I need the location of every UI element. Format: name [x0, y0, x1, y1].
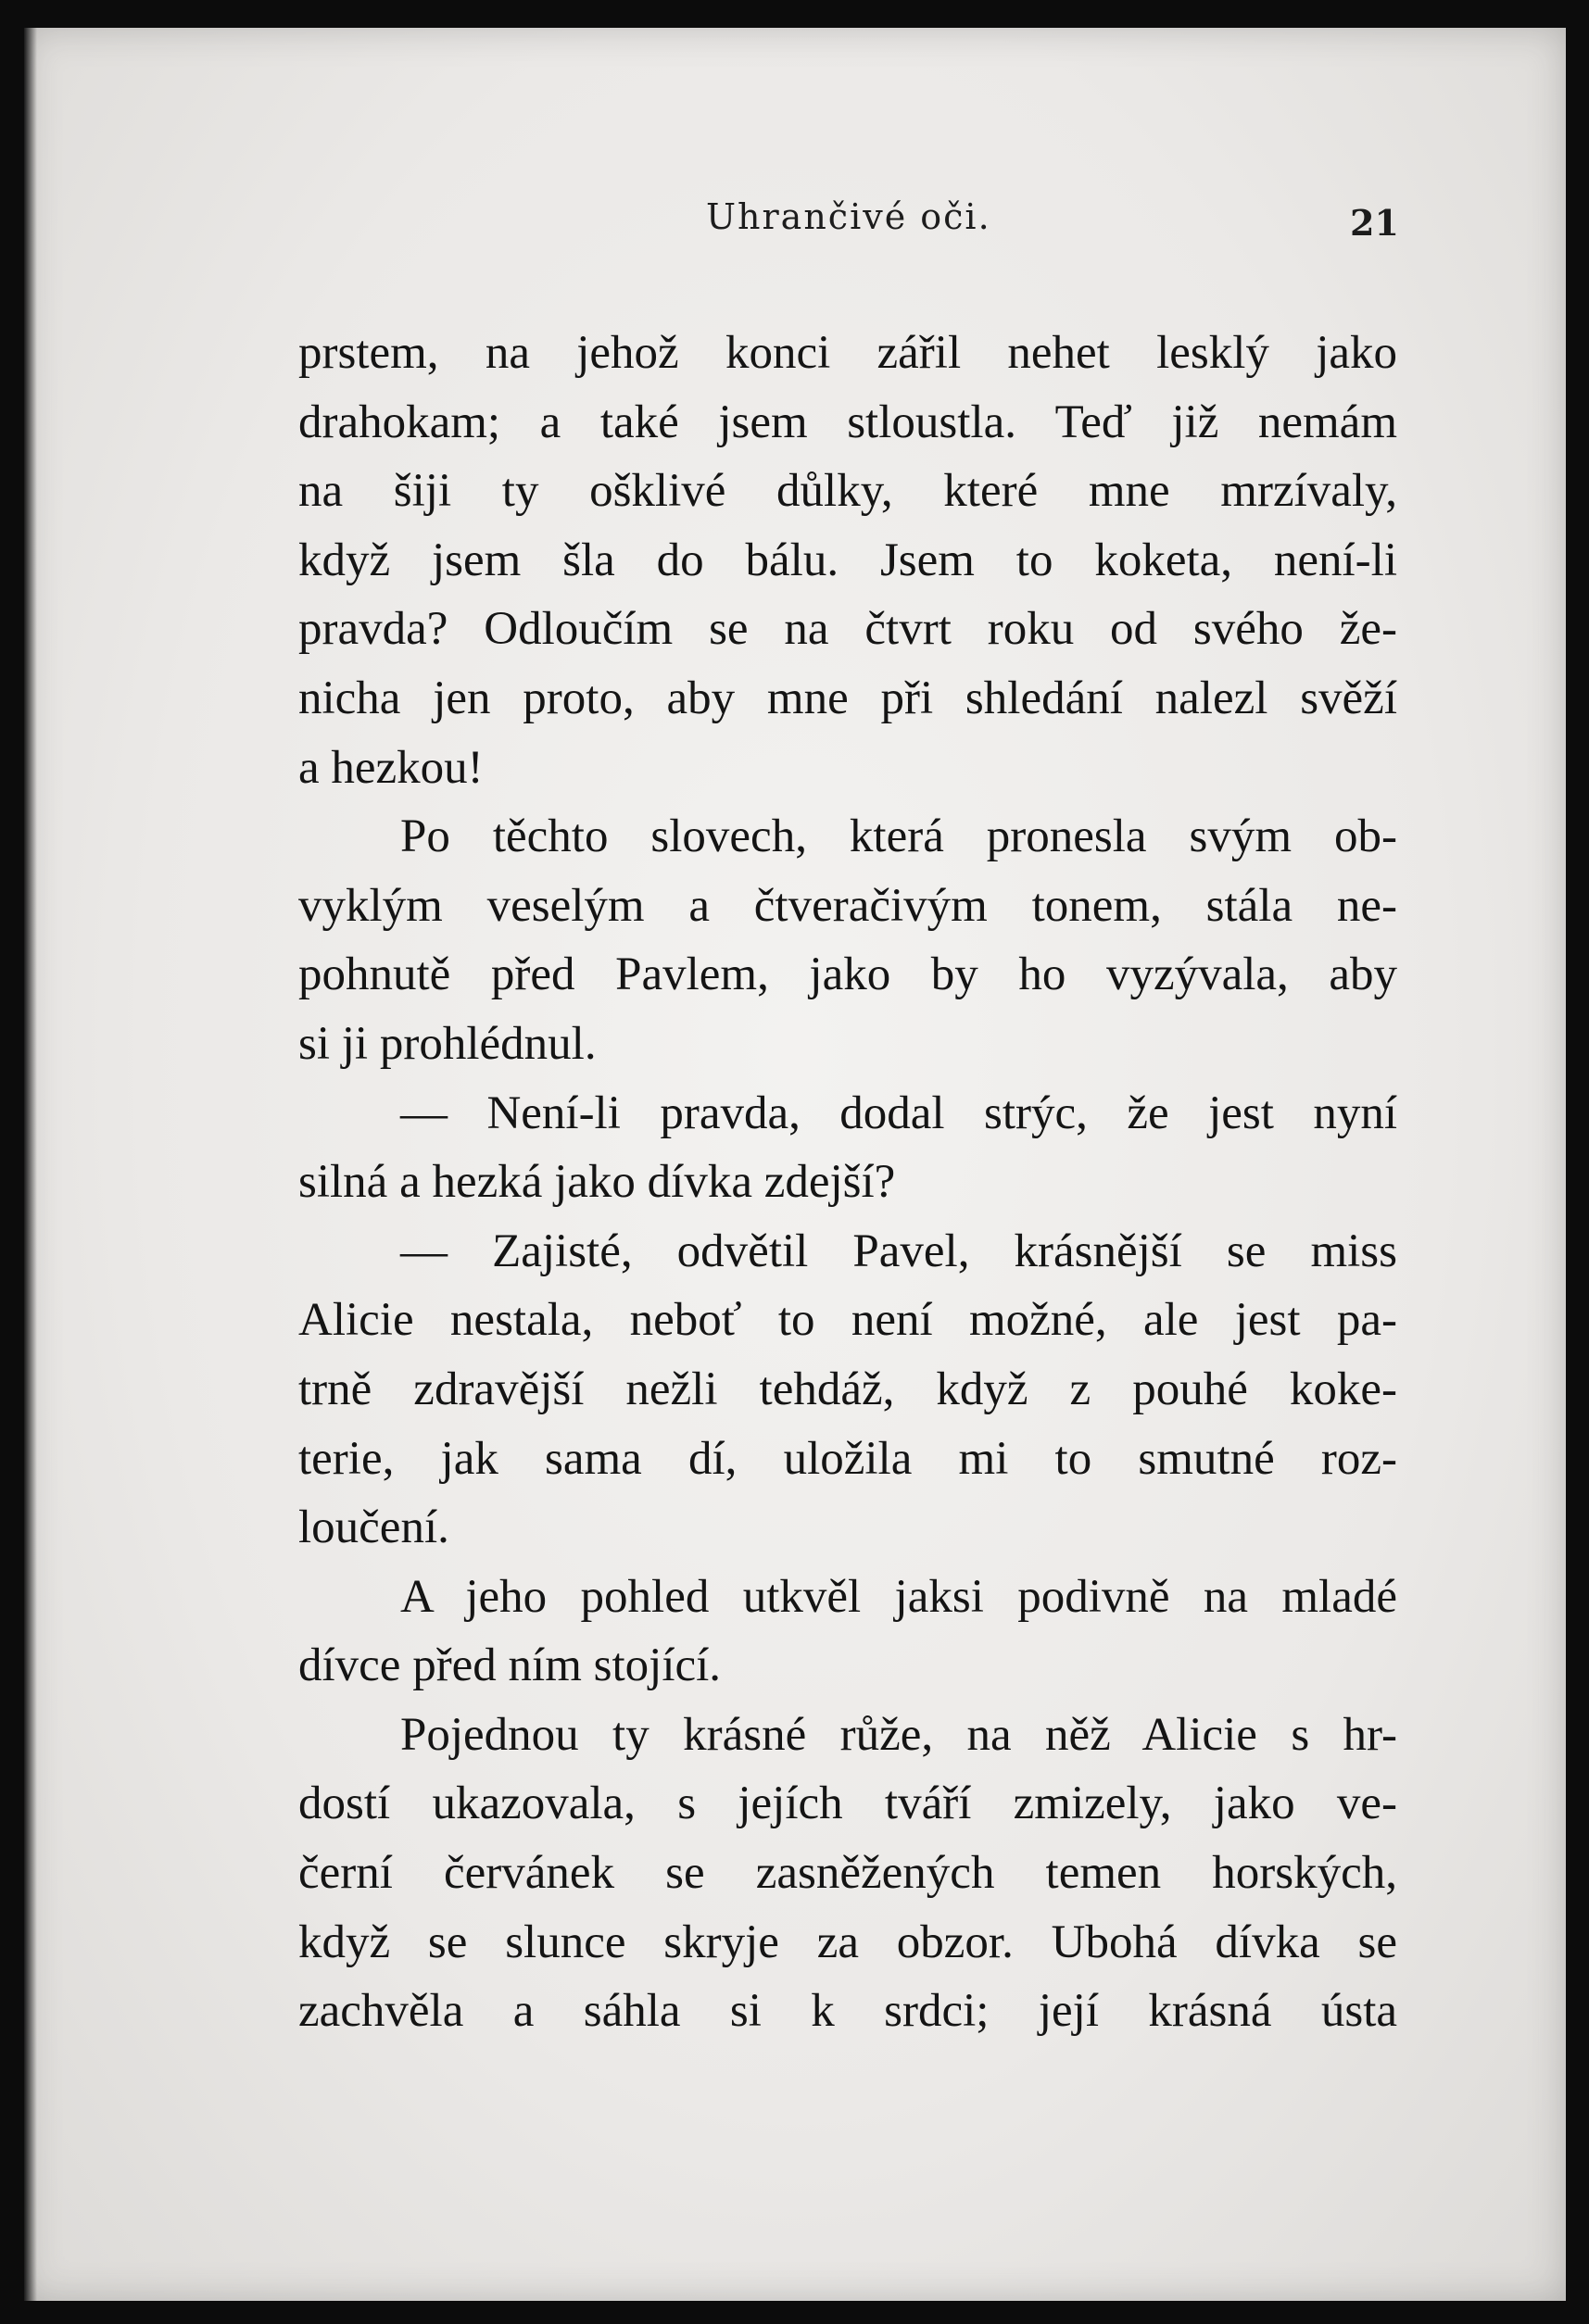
text-line: drahokam; a také jsem stloustla. Teď již nemám: [298, 396, 1397, 448]
text-line: A jeho pohled utkvěl jaksi podivně na mladé: [400, 1570, 1397, 1623]
text-line: Alicie nestala, neboť to není možné, ale jest pa-: [298, 1294, 1397, 1347]
text-line: — Není-li pravda, dodal strýc, že jest nyní: [400, 1087, 1397, 1139]
text-line: silná a hezká jako dívka zdejší?: [298, 1156, 896, 1209]
text-line: pravda? Odloučím se na čtvrt roku od svého že-: [298, 603, 1397, 656]
text-line: terie, jak sama dí, uložila mi to smutné roz-: [298, 1432, 1397, 1485]
page-number: 21: [1350, 202, 1399, 244]
text-line: černí červánek se zasněžených temen horských,: [298, 1847, 1397, 1900]
text-line: Pojednou ty krásné růže, na něž Alicie s hr-: [400, 1708, 1397, 1761]
text-line: nicha jen proto, aby mne při shledání nalezl svěží: [298, 672, 1397, 724]
text-line: si ji prohlédnul.: [298, 1017, 597, 1070]
text-line: trně zdravější nežli tehdáž, když z pouhé koke-: [298, 1363, 1397, 1415]
text-line: dostí ukazovala, s jejích tváří zmizely, jako ve-: [298, 1778, 1397, 1830]
text-line: na šiji ty ošklivé důlky, které mne mrzívaly,: [298, 465, 1397, 518]
text-line: pohnutě před Pavlem, jako by ho vyzývala, aby: [298, 948, 1397, 1001]
text-line: prstem, na jehož konci zářil nehet lesklý jako: [298, 327, 1397, 379]
text-line: loučení.: [298, 1501, 449, 1554]
page-gutter-edge: [24, 28, 37, 2301]
body-text: [298, 319, 1397, 2046]
text-line: dívce před ním stojící.: [298, 1639, 722, 1692]
text-line: když jsem šla do bálu. Jsem to koketa, není-li: [298, 534, 1397, 586]
text-line: vyklým veselým a čtveračivým tonem, stála ne-: [298, 879, 1397, 932]
text-line: Po těchto slovech, která pronesla svým ob-: [400, 810, 1397, 863]
text-line: a hezkou!: [298, 741, 484, 794]
text-line: — Zajisté, odvětil Pavel, krásnější se miss: [400, 1225, 1397, 1277]
text-line: když se slunce skryje za obzor. Ubohá dívka se: [298, 1916, 1397, 1968]
running-title: Uhrančivé oči.: [706, 196, 991, 237]
text-line: zachvěla a sáhla si k srdci; její krásná ústa: [298, 1985, 1397, 2038]
